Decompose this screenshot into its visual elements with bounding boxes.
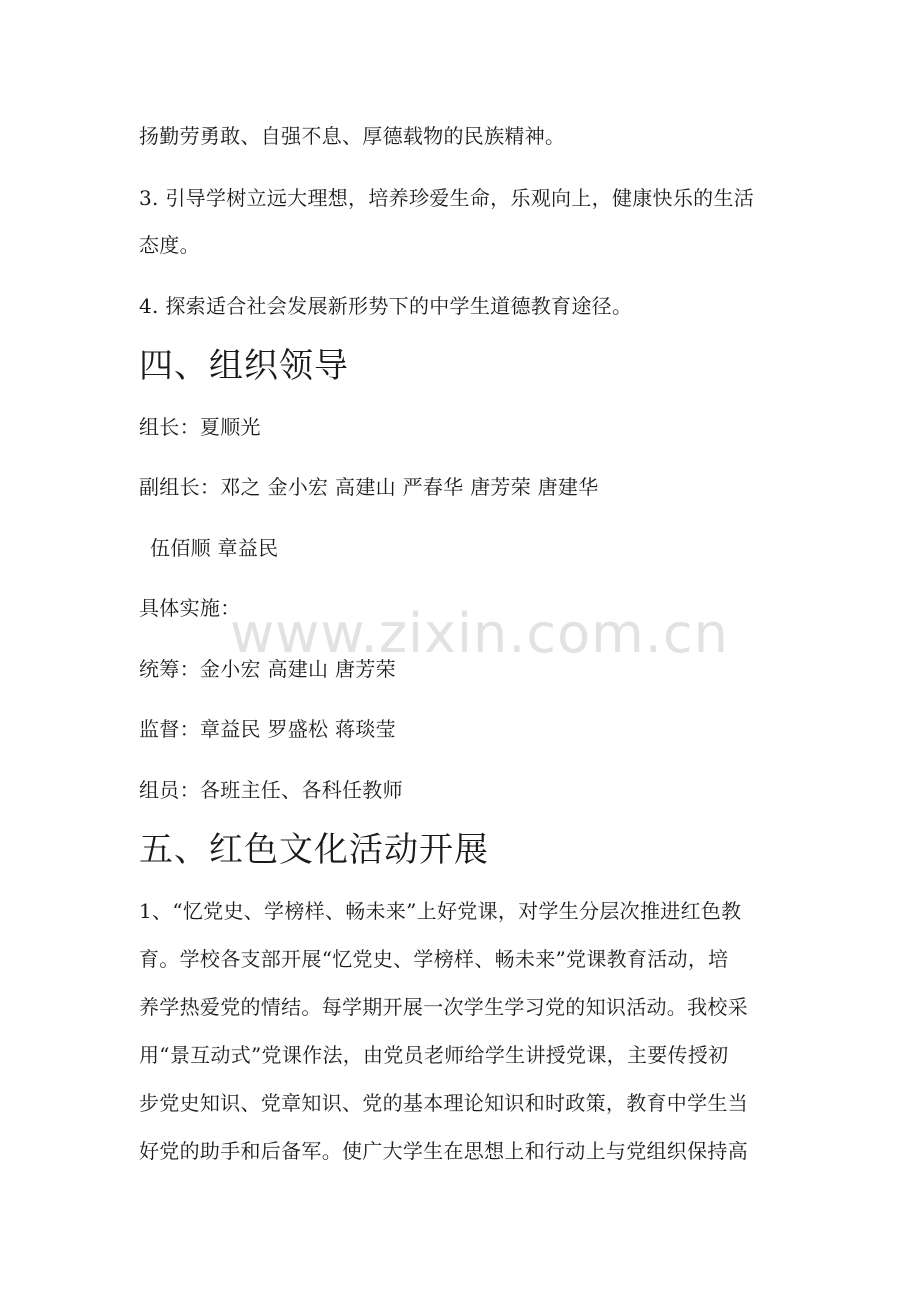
deputy-leaders-line-1: 副组长：邓之 金小宏 高建山 严春华 唐芳荣 唐建华 — [139, 475, 599, 499]
objective-2-continuation: 扬勤劳勇敢、自强不息、厚德载物的民族精神。 — [139, 124, 566, 148]
implementation-label: 具体实施： — [139, 596, 241, 620]
coordination-members: 统筹：金小宏 高建山 唐芳荣 — [139, 657, 396, 681]
objective-4: 4. 探索适合社会发展新形势下的中学生道德教育途径。 — [139, 294, 633, 318]
section-5-heading: 五、红色文化活动开展 — [139, 830, 489, 870]
supervision-members: 监督：章益民 罗盛松 蒋琰莹 — [139, 717, 396, 741]
activity-paragraph-line: 好党的助手和后备军。使广大学生在思想上和行动上与党组织保持高 — [139, 1139, 748, 1163]
activity-paragraph-line: 步党史知识、党章知识、党的基本理论知识和时政策，教育中学生当 — [139, 1091, 748, 1115]
activity-paragraph-line: 育。学校各支部开展“忆党史、学榜样、畅未来”党课教育活动，培 — [139, 947, 729, 971]
group-members: 组员：各班主任、各科任教师 — [139, 778, 403, 802]
activity-paragraph-line: 用“景互动式”党课作法，由党员老师给学生讲授党课，主要传授初 — [139, 1043, 729, 1067]
objective-3-line-2: 态度。 — [139, 233, 200, 257]
deputy-leaders-line-2: 伍佰顺 章益民 — [150, 536, 279, 560]
activity-paragraph-line: 1、“忆党史、学榜样、畅未来”上好党课，对学生分层次推进红色教 — [139, 899, 742, 923]
activity-paragraph-line: 养学热爱党的情结。每学期开展一次学生学习党的知识活动。我校采 — [139, 995, 748, 1019]
group-leader: 组长：夏顺光 — [139, 415, 261, 439]
section-4-heading: 四、组织领导 — [139, 346, 349, 386]
objective-3-line-1: 3. 引导学树立远大理想，培养珍爱生命，乐观向上，健康快乐的生活 — [139, 186, 755, 210]
watermark: www.zixin.com.cn — [230, 602, 729, 665]
